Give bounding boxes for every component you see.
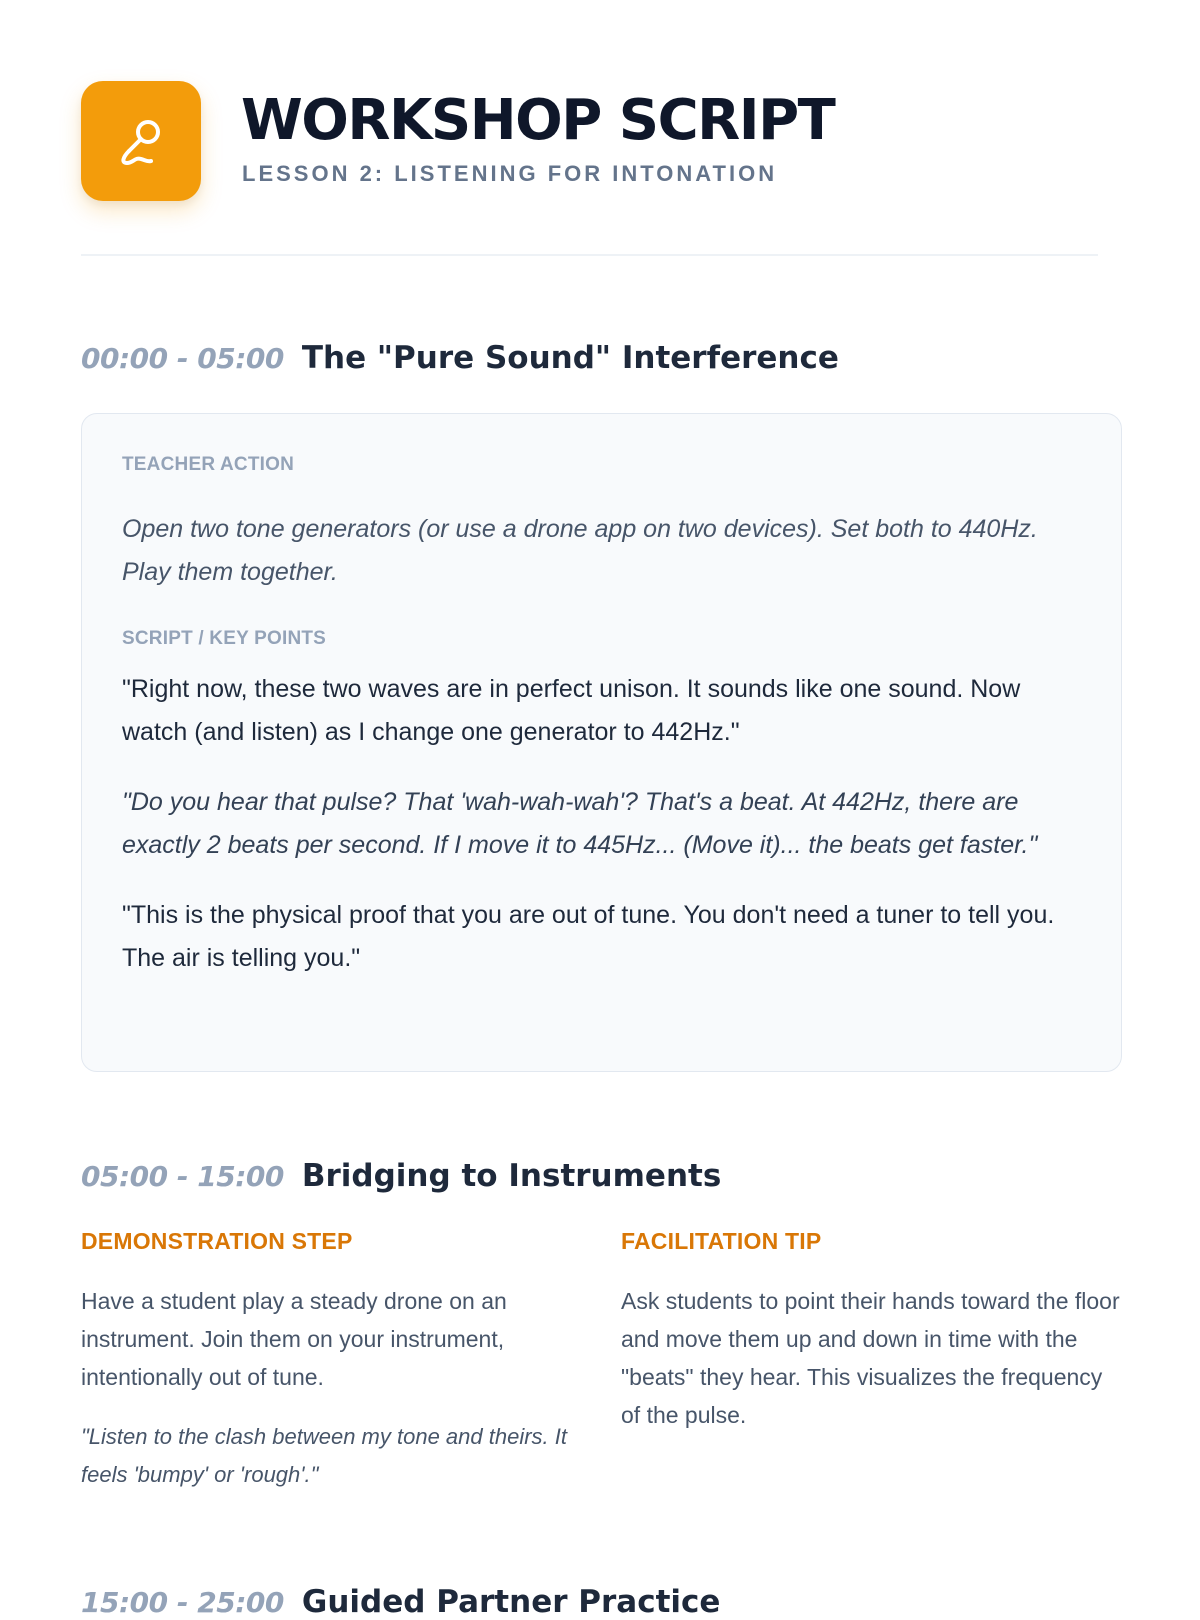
page-header bbox=[81, 81, 1098, 256]
page-subtitle: LESSON 2: LISTENING FOR INTONATION bbox=[242, 161, 778, 186]
section-title: Bridging to Instruments bbox=[301, 1158, 722, 1194]
two-column-block bbox=[81, 1228, 1122, 1494]
facilitation-label: FACILITATION TIP bbox=[621, 1228, 822, 1254]
microphone-icon bbox=[111, 111, 171, 171]
script-paragraph: "This is the physical proof that you are out of tune. You don't need a tuner to tell you. The air is telling you." bbox=[122, 901, 1055, 972]
section-card bbox=[81, 413, 1122, 1072]
facilitation-column bbox=[621, 1228, 1121, 1494]
script-label: SCRIPT / KEY POINTS bbox=[122, 628, 327, 649]
section-time: 00:00 - 05:00 bbox=[81, 342, 284, 375]
demonstration-text: Have a student play a steady drone on an instrument. Join them on your instrument, intentionally out of tune. bbox=[81, 1288, 507, 1390]
demonstration-column bbox=[81, 1228, 581, 1494]
section-heading bbox=[81, 1584, 720, 1620]
script-paragraph: "Do you hear that pulse? That 'wah-wah-wah'? That's a beat. At 442Hz, there are exactly 2 beats per second. If I move it to 445Hz... (Move it)... the beats get faster." bbox=[122, 788, 1038, 859]
teacher-action-label: TEACHER ACTION bbox=[122, 454, 295, 475]
script-paragraph: "Right now, these two waves are in perfect unison. It sounds like one sound. Now watch (and listen) as I change one generator to 442Hz." bbox=[122, 675, 1021, 746]
section-time: 05:00 - 15:00 bbox=[81, 1160, 284, 1193]
section-time: 15:00 - 25:00 bbox=[81, 1586, 284, 1619]
section-title: The "Pure Sound" Interference bbox=[301, 340, 839, 376]
facilitation-text: Ask students to point their hands toward the floor and move them up and down in time with the "beats" they hear. This visualizes the frequency of the pulse. bbox=[621, 1288, 1120, 1428]
section-title: Guided Partner Practice bbox=[301, 1584, 721, 1620]
section-heading bbox=[81, 340, 839, 376]
demonstration-label: DEMONSTRATION STEP bbox=[81, 1228, 353, 1254]
section-heading bbox=[81, 1158, 721, 1194]
demonstration-quote: "Listen to the clash between my tone and theirs. It feels 'bumpy' or 'rough'." bbox=[81, 1424, 567, 1487]
logo-badge bbox=[81, 81, 201, 201]
teacher-action-text: Open two tone generators (or use a drone app on two devices). Set both to 440Hz. Play them together. bbox=[122, 515, 1038, 586]
page-title: WORKSHOP SCRIPT bbox=[241, 88, 835, 153]
